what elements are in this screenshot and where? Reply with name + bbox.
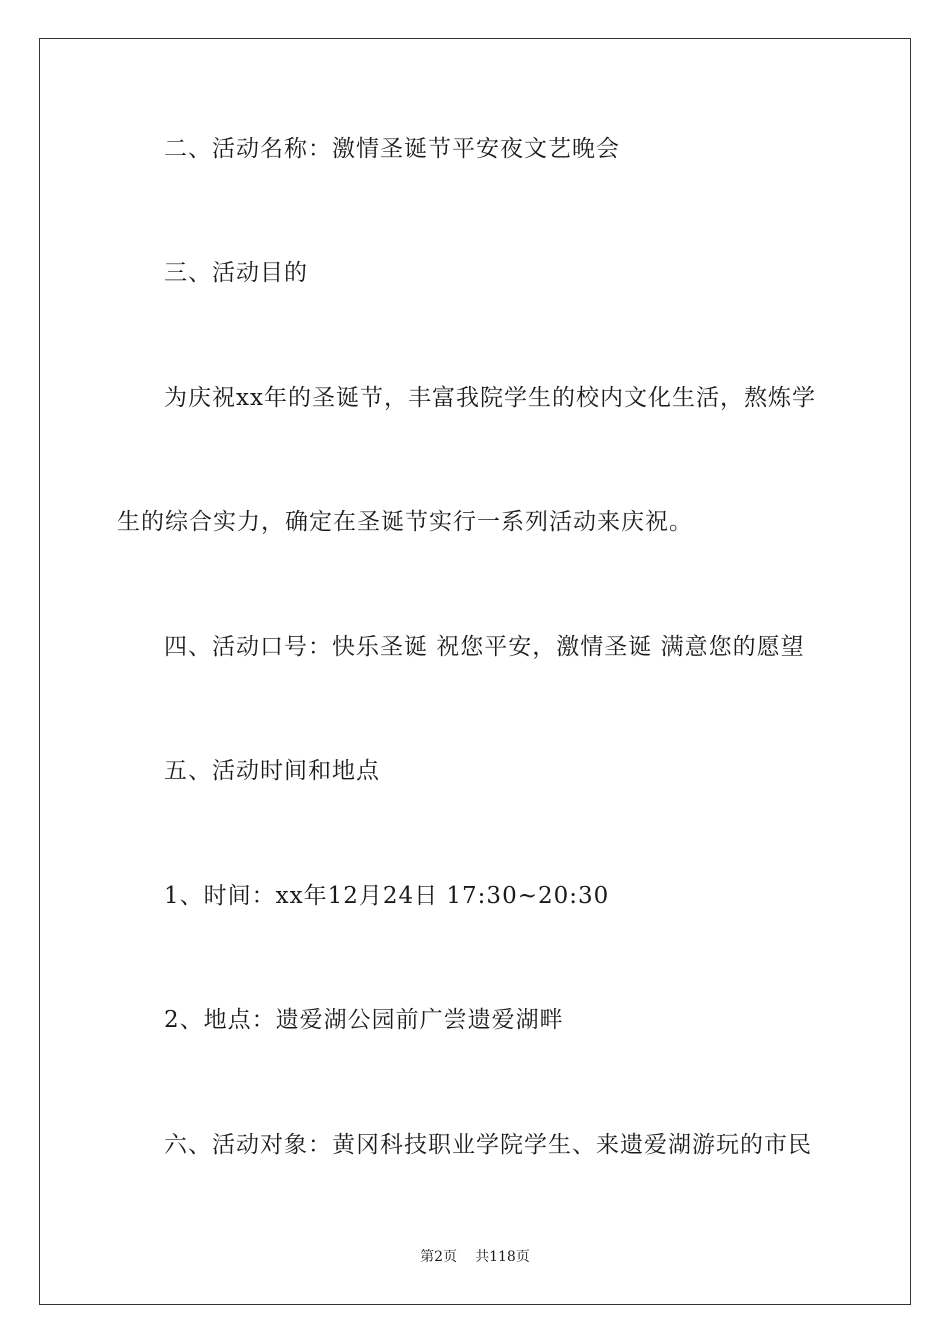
section-heading-activity-name: 二、活动名称：激情圣诞节平安夜文艺晚会: [164, 136, 620, 162]
paragraph-purpose-line-2: 生的综合实力，确定在圣诞节实行一系列活动来庆祝。: [117, 509, 693, 535]
section-heading-activity-audience: 六、活动对象：黄冈科技职业学院学生、来遗爱湖游玩的市民: [164, 1132, 812, 1158]
section-heading-time-and-place: 五、活动时间和地点: [164, 758, 380, 784]
page-footer: [0, 1248, 950, 1266]
page-number: 第2页: [420, 1249, 458, 1265]
section-heading-activity-purpose: 三、活动目的: [164, 260, 308, 286]
section-heading-activity-slogan: 四、活动口号：快乐圣诞 祝您平安，激情圣诞 满意您的愿望: [164, 634, 805, 660]
item-time: 1、时间：xx年12月24日 17:30~20:30: [164, 883, 610, 909]
page-border: [39, 38, 911, 1305]
item-place: 2、地点：遗爱湖公园前广尝遗爱湖畔: [164, 1007, 564, 1033]
paragraph-purpose-line-1: 为庆祝xx年的圣诞节，丰富我院学生的校内文化生活，熬炼学: [164, 385, 816, 411]
page-total: 共118页: [475, 1249, 530, 1265]
